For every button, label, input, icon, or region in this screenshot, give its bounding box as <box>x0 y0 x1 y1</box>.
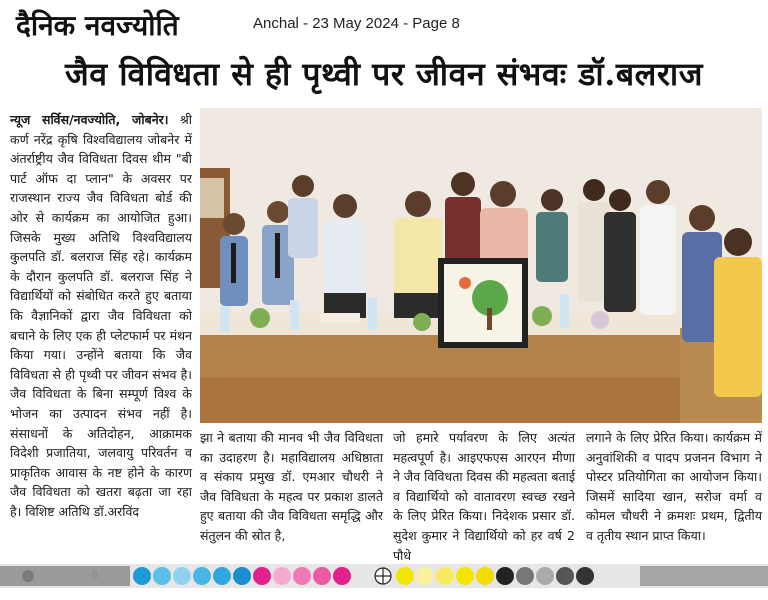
registration-crosshair-icon <box>375 568 391 584</box>
color-swatch <box>476 567 494 585</box>
article-headline: जैव विविधता से ही पृथ्वी पर जीवन संभवः डॉ.बलराज <box>65 55 703 93</box>
poster-frame <box>438 258 528 348</box>
color-swatch <box>273 567 291 585</box>
color-swatch <box>496 567 514 585</box>
registration-marks <box>0 564 768 588</box>
article-column-1 <box>10 110 192 521</box>
color-swatch <box>416 567 434 585</box>
color-swatch <box>193 567 211 585</box>
color-swatch <box>333 567 351 585</box>
color-swatch <box>436 567 454 585</box>
color-swatch <box>253 567 271 585</box>
article-column-3: जो हमारे पर्यावरण के लिए अत्यंत महत्वपूर्ण है। आइएफएस आरएन मीणा ने जैव विविधता दिवस की महत्वता बताई व विद्यार्थियो को वातावरण स्वच्छ रखने के लिए प्रेरित किया। निदेशक प्रसार डॉ. सुदेश कुमार ने विद्यार्थियो को हर वर्ष 2 पौधे <box>393 430 575 563</box>
page-number: 8 <box>92 569 99 581</box>
color-swatch <box>213 567 231 585</box>
color-swatch <box>133 567 151 585</box>
color-swatch <box>456 567 474 585</box>
color-swatch <box>576 567 594 585</box>
newspaper-masthead: दैनिक नवज्योति <box>16 9 179 42</box>
article-column-4: लगाने के लिए प्रेरित किया। कार्यक्रम में अनुवांशिकी व पादप प्रजनन विभाग ने पोस्टर प्रतियोगिता का आयोजन किया। जिसमें सादिया खान, सरोज वर्मा व कोमल चौधरी ने क्रमशः प्रथम, द्वितीय व तृतीय स्थान प्राप्त किया। <box>586 430 762 543</box>
color-swatch <box>536 567 554 585</box>
color-swatch <box>233 567 251 585</box>
color-swatch <box>396 567 414 585</box>
color-swatch <box>313 567 331 585</box>
article-text-col1: श्री कर्ण नरेंद्र कृषि विश्वविद्यालय जोबनेर में अंतर्राष्ट्रीय जैव विविधता दिवस थीम "बी पार्ट ऑफ दा प्लान" के अवसर पर राजस्थान राज्य जैव विविधता बोर्ड की ओर से कार्यक्रम का आयोजित हुआ। जिसके मुख्य अतिथि विश्वविद्यालय कुलपति डॉ. बलराज सिंह रहे। कार्यक्रम के दौरान कुलपति डॉ. बलराज सिंह ने विद्यार्थियों को संबोधित करते हुए बताया कि वैज्ञानिकों द्वारा जैव विविधता को बचाने के लिए एक ही प्लेटफार्म पर मंथन किया गया। उन्होंने बताया कि जैव विविधता से ही पृथ्वी पर जीवन संभव है। जैव विविधता के बिना सम्पूर्ण विश्व के भोजन का उत्पादन संभव नहीं है। संसाधनों के अतिदोहन, आक्रामक विदेशी प्रजातिया, जलवायु परिवर्तन व प्राकृतिक आवास के नष्ट होने के कारण जैव विविधता को खतरा बढ़ता जा रहा है। विशिष्ट अतिथि डॉ.अरविंद <box>10 112 192 519</box>
article-column-2: झा ने बताया की मानव भी जैव विविधता का उदाहरण है। महाविद्यालय अधिष्ठाता व संकाय प्रमुख डॉ. एमआर चौधरी ने जैव विविधता के महत्व पर प्रकाश डालते हुए बताया की जैव विविधता समृद्धि और संतुलन की स्रोत है, <box>200 430 383 543</box>
color-swatch <box>293 567 311 585</box>
color-swatch <box>153 567 171 585</box>
color-swatch <box>516 567 534 585</box>
print-color-bar <box>0 564 768 588</box>
dateline: न्यूज सर्विस/नवज्योति, जोबनेर। <box>10 112 169 127</box>
event-photo-illustration <box>200 108 762 423</box>
edition-info: Anchal - 23 May 2024 - Page 8 <box>253 15 460 32</box>
color-swatch <box>173 567 191 585</box>
event-photo <box>200 108 762 423</box>
color-swatch <box>556 567 574 585</box>
